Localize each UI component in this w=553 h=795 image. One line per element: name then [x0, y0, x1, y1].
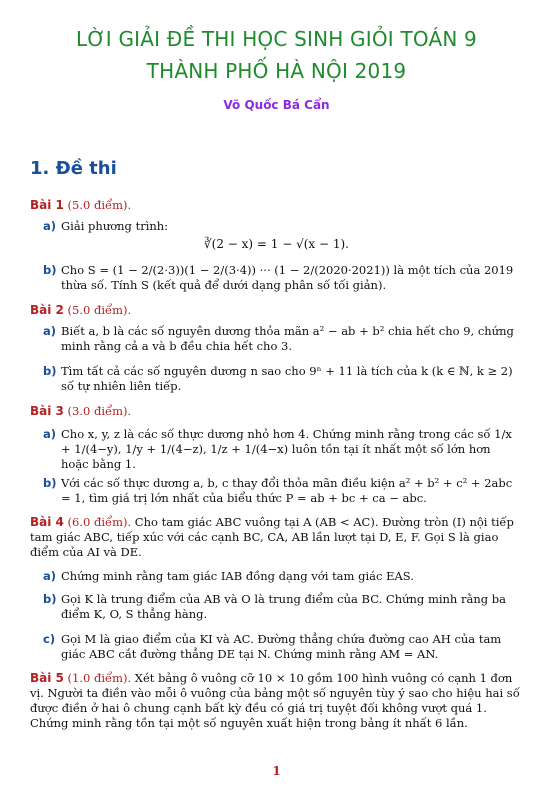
- bai5-text: Xét bảng ô vuông cỡ 10 × 10 gồm 100 hình vuông có cạnh 1 đơn vị. Người ta điền vào mỗi ô vuông của bảng một số nguyên tùy ý sao cho hiệu hai số được điền ở hai ô chung cạnh bất kỳ đều có giá trị tuyệt đối không vượt quá 1. Chứng minh rằng tồn tại một số nguyên xuất hiện trong bảng ít nhất 6 lần.: [30, 671, 520, 730]
- bai4-a-text: Chứng minh rằng tam giác IAB đồng dạng với tam giác EAS.: [61, 569, 414, 583]
- bai4-label: Bài 4: [30, 515, 64, 529]
- bai4-c: [43, 632, 518, 662]
- bai2-points: (5.0 điểm).: [67, 303, 132, 317]
- bai2-a-text: Biết a, b là các số nguyên dương thỏa mãn a² − ab + b² chia hết cho 9, chứng minh rằng cả a và b đều chia hết cho 3.: [61, 324, 514, 353]
- bai3-b-text: Với các số thực dương a, b, c thay đổi thỏa mãn điều kiện a² + b² + c² + 2abc = 1, tìm giá trị lớn nhất của biểu thức P = ab + bc + ca − abc.: [61, 476, 513, 505]
- bai1-label: Bài 1: [30, 198, 64, 212]
- bai4-b-text: Gọi K là trung điểm của AB và O là trung điểm của BC. Chứng minh rằng ba điểm K, O, S thẳng hàng.: [61, 592, 506, 621]
- bai1-points: (5.0 điểm).: [67, 198, 132, 212]
- bai2-label: Bài 2: [30, 303, 64, 317]
- bai4-intro: [30, 515, 525, 560]
- title-line-1: LỜI GIẢI ĐỀ THI HỌC SINH GIỎI TOÁN 9: [76, 27, 477, 51]
- bai2-b-label: b): [43, 364, 57, 378]
- bai4-intro-text: Cho tam giác ABC vuông tại A (AB < AC). Đường tròn (I) nội tiếp tam giác ABC, tiếp xúc với các cạnh BC, CA, AB lần lượt tại D, E, F. Gọi S là giao điểm của AI và DE.: [30, 515, 514, 559]
- author: Võ Quốc Bá Cẩn: [223, 98, 330, 112]
- bai2-b: [43, 364, 518, 394]
- bai2-a-label: a): [43, 324, 57, 338]
- bai4-a-label: a): [43, 569, 57, 583]
- bai3-a-label: a): [43, 427, 57, 441]
- bai4-a: [43, 569, 518, 584]
- bai4-c-text: Gọi M là giao điểm của KI và AC. Đường thẳng chứa đường cao AH của tam giác ABC cắt đường thẳng DE tại N. Chứng minh rằng AM = AN.: [61, 632, 502, 661]
- bai3-heading: [30, 404, 525, 419]
- bai1-a-equation: ∛(2 − x) = 1 − √(x − 1).: [203, 237, 349, 251]
- bai5-label: Bài 5: [30, 671, 64, 685]
- bai3-b-label: b): [43, 476, 57, 490]
- bai1-heading: [30, 198, 525, 213]
- title-line-2: THÀNH PHỐ HÀ NỘI 2019: [146, 59, 407, 83]
- bai3-a-text: Cho x, y, z là các số thực dương nhỏ hơn 4. Chứng minh rằng trong các số 1/x + 1/(4−y), 1/y + 1/(4−z), 1/z + 1/(4−x) luôn tồn tại ít nhất một số lớn hơn hoặc bằng 1.: [61, 427, 512, 471]
- bai2-b-text: Tìm tất cả các số nguyên dương n sao cho 9ⁿ + 11 là tích của k (k ∈ ℕ, k ≥ 2) số tự nhiên liên tiếp.: [61, 364, 513, 393]
- bai3-points: (3.0 điểm).: [67, 404, 132, 418]
- bai4-points: (6.0 điểm).: [67, 515, 132, 529]
- bai3-b: [43, 476, 518, 506]
- bai5: [30, 671, 525, 731]
- bai1-a-text: Giải phương trình:: [61, 219, 169, 233]
- bai1-b-label: b): [43, 263, 57, 277]
- bai1-a-label: a): [43, 219, 57, 233]
- bai4-b-label: b): [43, 592, 57, 606]
- bai4-c-label: c): [43, 632, 56, 646]
- bai1-b-text: Cho S = (1 − 2/(2·3))(1 − 2/(3·4)) ··· (1 − 2/(2020·2021)) là một tích của 2019 thừa số. Tính S (kết quả để dưới dạng phân số tối giản).: [61, 263, 514, 292]
- bai1-a: [43, 219, 518, 234]
- bai5-points: (1.0 điểm).: [67, 671, 132, 685]
- page-number: 1: [272, 764, 281, 778]
- bai4-b: [43, 592, 518, 622]
- bai3-a: [43, 427, 518, 472]
- bai1-b: [43, 263, 518, 293]
- bai2-heading: [30, 303, 525, 318]
- bai2-a: [43, 324, 518, 354]
- section-heading: 1. Đề thi: [30, 158, 117, 179]
- bai3-label: Bài 3: [30, 404, 64, 418]
